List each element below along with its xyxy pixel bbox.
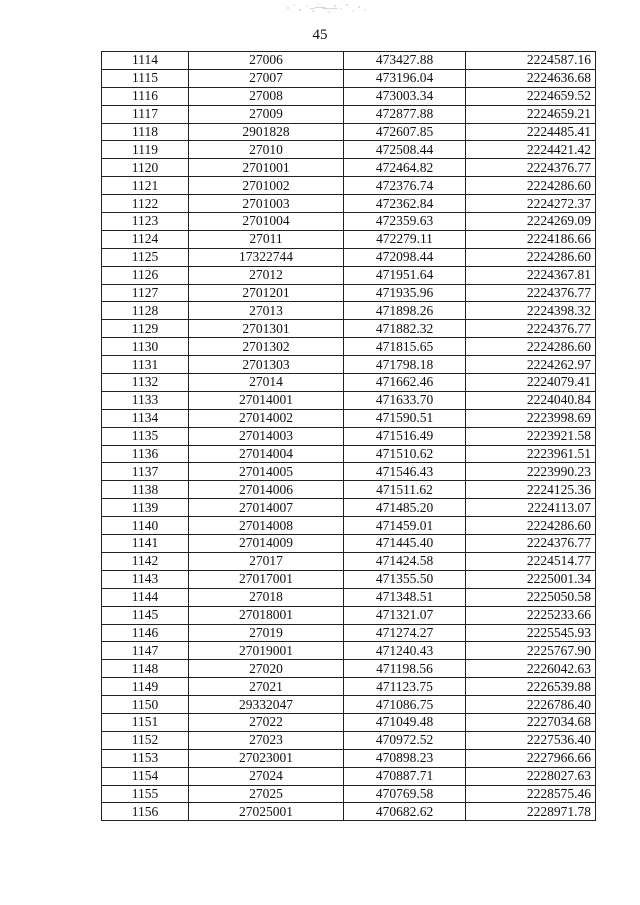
- y-coordinate-cell: 2223990.23: [466, 463, 596, 481]
- table-row: [102, 463, 596, 481]
- point-number-cell: 1145: [102, 606, 189, 624]
- table-row: [102, 570, 596, 588]
- point-code-cell: 27019001: [189, 642, 344, 660]
- point-code-cell: 27012: [189, 266, 344, 284]
- x-coordinate-cell: 472098.44: [344, 248, 466, 266]
- x-coordinate-cell: 472508.44: [344, 141, 466, 159]
- table-row: [102, 159, 596, 177]
- y-coordinate-cell: 2224636.68: [466, 69, 596, 87]
- x-coordinate-cell: 470898.23: [344, 749, 466, 767]
- x-coordinate-cell: 471798.18: [344, 356, 466, 374]
- point-number-cell: 1130: [102, 338, 189, 356]
- y-coordinate-cell: 2224272.37: [466, 195, 596, 213]
- x-coordinate-cell: 471590.51: [344, 409, 466, 427]
- y-coordinate-cell: 2224485.41: [466, 123, 596, 141]
- y-coordinate-cell: 2228971.78: [466, 803, 596, 821]
- y-coordinate-cell: 2224286.60: [466, 338, 596, 356]
- point-code-cell: 27014005: [189, 463, 344, 481]
- y-coordinate-cell: 2224079.41: [466, 374, 596, 392]
- table-row: [102, 713, 596, 731]
- y-coordinate-cell: 2228575.46: [466, 785, 596, 803]
- point-code-cell: 2901828: [189, 123, 344, 141]
- point-code-cell: 27018: [189, 588, 344, 606]
- x-coordinate-cell: 472362.84: [344, 195, 466, 213]
- point-code-cell: 27025001: [189, 803, 344, 821]
- table-row: [102, 195, 596, 213]
- x-coordinate-cell: 471951.64: [344, 266, 466, 284]
- point-code-cell: 27008: [189, 87, 344, 105]
- point-code-cell: 27021: [189, 678, 344, 696]
- y-coordinate-cell: 2226786.40: [466, 696, 596, 714]
- table-row: [102, 499, 596, 517]
- x-coordinate-cell: 471321.07: [344, 606, 466, 624]
- point-number-cell: 1138: [102, 481, 189, 499]
- point-number-cell: 1122: [102, 195, 189, 213]
- point-number-cell: 1117: [102, 105, 189, 123]
- point-code-cell: 2701003: [189, 195, 344, 213]
- point-number-cell: 1147: [102, 642, 189, 660]
- table-row: [102, 552, 596, 570]
- point-number-cell: 1152: [102, 731, 189, 749]
- point-number-cell: 1155: [102, 785, 189, 803]
- table-row: [102, 320, 596, 338]
- point-number-cell: 1143: [102, 570, 189, 588]
- point-code-cell: 27013: [189, 302, 344, 320]
- point-code-cell: 27017: [189, 552, 344, 570]
- x-coordinate-cell: 472376.74: [344, 177, 466, 195]
- y-coordinate-cell: 2224421.42: [466, 141, 596, 159]
- point-number-cell: 1139: [102, 499, 189, 517]
- point-code-cell: 27014: [189, 374, 344, 392]
- x-coordinate-cell: 471086.75: [344, 696, 466, 714]
- table-row: [102, 105, 596, 123]
- point-code-cell: 2701303: [189, 356, 344, 374]
- x-coordinate-cell: 471198.56: [344, 660, 466, 678]
- y-coordinate-cell: 2223961.51: [466, 445, 596, 463]
- point-number-cell: 1136: [102, 445, 189, 463]
- point-number-cell: 1127: [102, 284, 189, 302]
- table-row: [102, 356, 596, 374]
- point-code-cell: 27018001: [189, 606, 344, 624]
- table-row: [102, 588, 596, 606]
- point-number-cell: 1128: [102, 302, 189, 320]
- table-row: [102, 266, 596, 284]
- x-coordinate-cell: 471511.62: [344, 481, 466, 499]
- point-number-cell: 1132: [102, 374, 189, 392]
- x-coordinate-cell: 471424.58: [344, 552, 466, 570]
- x-coordinate-cell: 471882.32: [344, 320, 466, 338]
- x-coordinate-cell: 471123.75: [344, 678, 466, 696]
- table-row: [102, 213, 596, 231]
- table-row: [102, 749, 596, 767]
- point-code-cell: 2701301: [189, 320, 344, 338]
- y-coordinate-cell: 2226042.63: [466, 660, 596, 678]
- point-number-cell: 1123: [102, 213, 189, 231]
- x-coordinate-cell: 471935.96: [344, 284, 466, 302]
- point-number-cell: 1129: [102, 320, 189, 338]
- coordinates-table-body: [102, 52, 596, 821]
- y-coordinate-cell: 2225050.58: [466, 588, 596, 606]
- point-code-cell: 27014007: [189, 499, 344, 517]
- point-code-cell: 27006: [189, 52, 344, 70]
- point-code-cell: 27014001: [189, 391, 344, 409]
- y-coordinate-cell: 2227034.68: [466, 713, 596, 731]
- point-number-cell: 1135: [102, 427, 189, 445]
- table-row: [102, 230, 596, 248]
- point-number-cell: 1133: [102, 391, 189, 409]
- table-row: [102, 606, 596, 624]
- y-coordinate-cell: 2225001.34: [466, 570, 596, 588]
- point-code-cell: 27014002: [189, 409, 344, 427]
- point-code-cell: 27007: [189, 69, 344, 87]
- x-coordinate-cell: 471445.40: [344, 535, 466, 553]
- point-code-cell: 2701002: [189, 177, 344, 195]
- y-coordinate-cell: 2224659.52: [466, 87, 596, 105]
- x-coordinate-cell: 472607.85: [344, 123, 466, 141]
- point-code-cell: 27020: [189, 660, 344, 678]
- y-coordinate-cell: 2224659.21: [466, 105, 596, 123]
- y-coordinate-cell: 2223998.69: [466, 409, 596, 427]
- y-coordinate-cell: 2227536.40: [466, 731, 596, 749]
- point-code-cell: 27014006: [189, 481, 344, 499]
- table-row: [102, 374, 596, 392]
- point-code-cell: 2701004: [189, 213, 344, 231]
- x-coordinate-cell: 470972.52: [344, 731, 466, 749]
- x-coordinate-cell: 472464.82: [344, 159, 466, 177]
- point-number-cell: 1116: [102, 87, 189, 105]
- x-coordinate-cell: 471633.70: [344, 391, 466, 409]
- point-code-cell: 27022: [189, 713, 344, 731]
- y-coordinate-cell: 2224186.66: [466, 230, 596, 248]
- table-row: [102, 481, 596, 499]
- x-coordinate-cell: 471815.65: [344, 338, 466, 356]
- point-code-cell: 27014008: [189, 517, 344, 535]
- point-number-cell: 1124: [102, 230, 189, 248]
- point-code-cell: 27014003: [189, 427, 344, 445]
- y-coordinate-cell: 2227966.66: [466, 749, 596, 767]
- point-number-cell: 1137: [102, 463, 189, 481]
- point-number-cell: 1118: [102, 123, 189, 141]
- point-number-cell: 1149: [102, 678, 189, 696]
- table-row: [102, 660, 596, 678]
- point-code-cell: 27017001: [189, 570, 344, 588]
- x-coordinate-cell: 471459.01: [344, 517, 466, 535]
- table-row: [102, 767, 596, 785]
- y-coordinate-cell: 2224125.36: [466, 481, 596, 499]
- point-code-cell: 2701001: [189, 159, 344, 177]
- x-coordinate-cell: 473196.04: [344, 69, 466, 87]
- point-code-cell: 27023001: [189, 749, 344, 767]
- y-coordinate-cell: 2224376.77: [466, 284, 596, 302]
- point-number-cell: 1119: [102, 141, 189, 159]
- point-number-cell: 1134: [102, 409, 189, 427]
- table-row: [102, 696, 596, 714]
- point-code-cell: 27024: [189, 767, 344, 785]
- point-code-cell: 27011: [189, 230, 344, 248]
- x-coordinate-cell: 471546.43: [344, 463, 466, 481]
- point-number-cell: 1144: [102, 588, 189, 606]
- table-row: [102, 123, 596, 141]
- point-number-cell: 1141: [102, 535, 189, 553]
- x-coordinate-cell: 471898.26: [344, 302, 466, 320]
- x-coordinate-cell: 473003.34: [344, 87, 466, 105]
- y-coordinate-cell: 2224286.60: [466, 248, 596, 266]
- point-number-cell: 1114: [102, 52, 189, 70]
- x-coordinate-cell: 471510.62: [344, 445, 466, 463]
- table-row: [102, 642, 596, 660]
- y-coordinate-cell: 2224376.77: [466, 320, 596, 338]
- coordinates-table: [101, 51, 596, 821]
- point-code-cell: 27010: [189, 141, 344, 159]
- table-row: [102, 427, 596, 445]
- x-coordinate-cell: 471485.20: [344, 499, 466, 517]
- x-coordinate-cell: 471355.50: [344, 570, 466, 588]
- x-coordinate-cell: 471516.49: [344, 427, 466, 445]
- point-code-cell: 2701302: [189, 338, 344, 356]
- table-row: [102, 445, 596, 463]
- y-coordinate-cell: 2224040.84: [466, 391, 596, 409]
- point-number-cell: 1154: [102, 767, 189, 785]
- point-number-cell: 1115: [102, 69, 189, 87]
- y-coordinate-cell: 2226539.88: [466, 678, 596, 696]
- point-code-cell: 2701201: [189, 284, 344, 302]
- x-coordinate-cell: 471240.43: [344, 642, 466, 660]
- y-coordinate-cell: 2224376.77: [466, 535, 596, 553]
- y-coordinate-cell: 2228027.63: [466, 767, 596, 785]
- table-row: [102, 517, 596, 535]
- y-coordinate-cell: 2224514.77: [466, 552, 596, 570]
- point-code-cell: 27023: [189, 731, 344, 749]
- table-row: [102, 731, 596, 749]
- table-row: [102, 803, 596, 821]
- point-code-cell: 29332047: [189, 696, 344, 714]
- x-coordinate-cell: 471348.51: [344, 588, 466, 606]
- table-row: [102, 338, 596, 356]
- y-coordinate-cell: 2224367.81: [466, 266, 596, 284]
- y-coordinate-cell: 2225767.90: [466, 642, 596, 660]
- x-coordinate-cell: 470769.58: [344, 785, 466, 803]
- y-coordinate-cell: 2225233.66: [466, 606, 596, 624]
- point-number-cell: 1125: [102, 248, 189, 266]
- page-number: 45: [312, 27, 328, 43]
- table-row: [102, 678, 596, 696]
- table-row: [102, 87, 596, 105]
- y-coordinate-cell: 2224269.09: [466, 213, 596, 231]
- y-coordinate-cell: 2224286.60: [466, 517, 596, 535]
- x-coordinate-cell: 470682.62: [344, 803, 466, 821]
- y-coordinate-cell: 2224262.97: [466, 356, 596, 374]
- x-coordinate-cell: 470887.71: [344, 767, 466, 785]
- point-number-cell: 1120: [102, 159, 189, 177]
- scan-speckle-artifact: [280, 2, 370, 16]
- y-coordinate-cell: 2224286.60: [466, 177, 596, 195]
- table-row: [102, 52, 596, 70]
- y-coordinate-cell: 2225545.93: [466, 624, 596, 642]
- point-number-cell: 1150: [102, 696, 189, 714]
- table-row: [102, 302, 596, 320]
- point-code-cell: 27014004: [189, 445, 344, 463]
- y-coordinate-cell: 2224398.32: [466, 302, 596, 320]
- point-code-cell: 27019: [189, 624, 344, 642]
- point-number-cell: 1131: [102, 356, 189, 374]
- point-code-cell: 17322744: [189, 248, 344, 266]
- y-coordinate-cell: 2224587.16: [466, 52, 596, 70]
- table-row: [102, 248, 596, 266]
- point-code-cell: 27009: [189, 105, 344, 123]
- y-coordinate-cell: 2223921.58: [466, 427, 596, 445]
- point-number-cell: 1146: [102, 624, 189, 642]
- x-coordinate-cell: 472279.11: [344, 230, 466, 248]
- x-coordinate-cell: 473427.88: [344, 52, 466, 70]
- table-row: [102, 141, 596, 159]
- table-row: [102, 535, 596, 553]
- table-row: [102, 624, 596, 642]
- table-row: [102, 409, 596, 427]
- point-number-cell: 1151: [102, 713, 189, 731]
- x-coordinate-cell: 472877.88: [344, 105, 466, 123]
- x-coordinate-cell: 471049.48: [344, 713, 466, 731]
- point-number-cell: 1142: [102, 552, 189, 570]
- table-row: [102, 177, 596, 195]
- x-coordinate-cell: 471662.46: [344, 374, 466, 392]
- point-number-cell: 1148: [102, 660, 189, 678]
- y-coordinate-cell: 2224113.07: [466, 499, 596, 517]
- table-row: [102, 284, 596, 302]
- point-number-cell: 1121: [102, 177, 189, 195]
- point-number-cell: 1140: [102, 517, 189, 535]
- point-code-cell: 27014009: [189, 535, 344, 553]
- point-code-cell: 27025: [189, 785, 344, 803]
- x-coordinate-cell: 472359.63: [344, 213, 466, 231]
- table-row: [102, 391, 596, 409]
- x-coordinate-cell: 471274.27: [344, 624, 466, 642]
- table-row: [102, 785, 596, 803]
- table-row: [102, 69, 596, 87]
- point-number-cell: 1156: [102, 803, 189, 821]
- point-number-cell: 1126: [102, 266, 189, 284]
- point-number-cell: 1153: [102, 749, 189, 767]
- y-coordinate-cell: 2224376.77: [466, 159, 596, 177]
